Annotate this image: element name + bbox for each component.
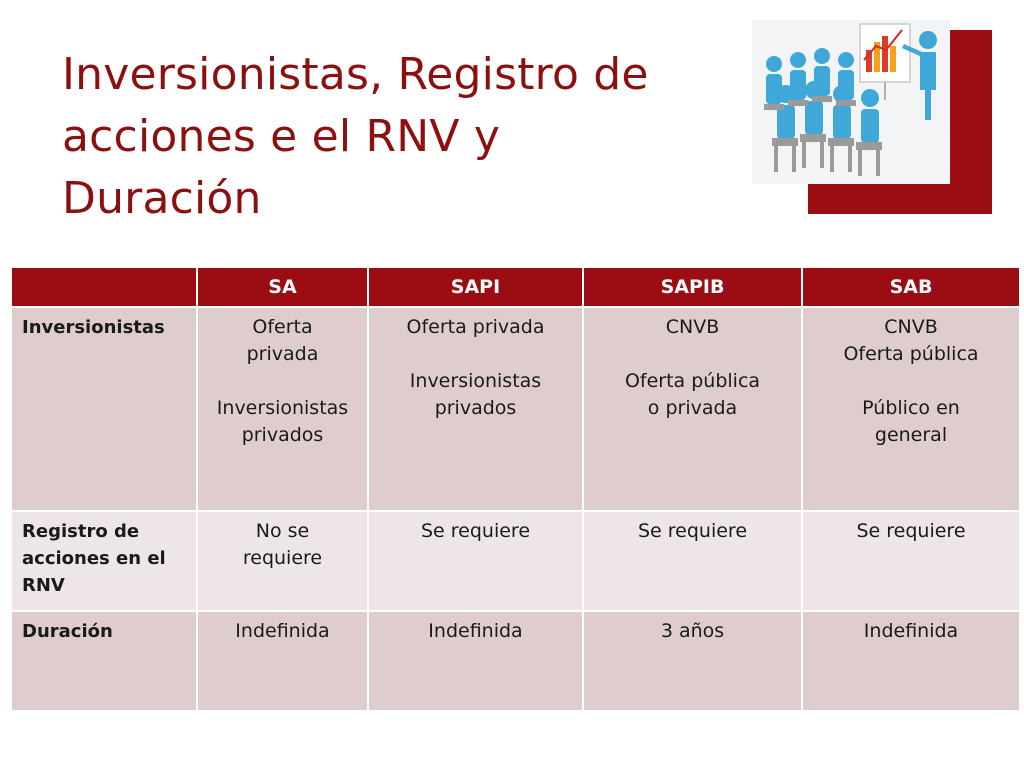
- row-label-line: RNV: [22, 575, 65, 596]
- title-line: Inversionistas, Registro de: [62, 49, 649, 100]
- cell-line: CNVB: [884, 316, 938, 338]
- cell-line: No se: [255, 520, 310, 542]
- table-row: [11, 307, 1020, 511]
- row-label-line: Duración: [22, 621, 113, 642]
- comparison-table: [10, 266, 1021, 712]
- cell-line: Se requiere: [637, 520, 748, 542]
- cell-sa-registro: [197, 511, 368, 611]
- title-line: acciones e el RNV y: [62, 111, 501, 162]
- cell-gap: [369, 341, 582, 368]
- row-label-line: acciones en el: [22, 548, 166, 569]
- cell-line: Indefinida: [235, 620, 330, 642]
- cell-line: 3 años: [660, 620, 725, 642]
- cell-sapib-duracion: [583, 611, 802, 711]
- header-cell-sapi: SAPI: [368, 267, 583, 307]
- table-row: [11, 511, 1020, 611]
- cell-line: Se requiere: [420, 520, 531, 542]
- cell-line: privados: [241, 424, 324, 446]
- row-label-line: Inversionistas: [22, 317, 165, 338]
- header-cell-sa: SA: [197, 267, 368, 307]
- cell-sapi-registro: [368, 511, 583, 611]
- cell-sab-inversionistas: [802, 307, 1020, 511]
- cell-gap: [584, 341, 801, 368]
- cell-sa-inversionistas: [197, 307, 368, 511]
- cell-line: privados: [434, 397, 517, 419]
- header-cell-sab: SAB: [802, 267, 1020, 307]
- cell-sapib-inversionistas: [583, 307, 802, 511]
- cell-sab-registro: [802, 511, 1020, 611]
- cell-line: general: [874, 424, 948, 446]
- cell-line: Indefinida: [428, 620, 523, 642]
- cell-sapib-registro: [583, 511, 802, 611]
- header-cell-empty: [11, 267, 197, 307]
- cell-gap: [198, 368, 367, 395]
- presentation-illustration: [752, 20, 950, 184]
- slide-title: [62, 44, 722, 230]
- row-label-registro: [11, 511, 197, 611]
- cell-line: privada: [246, 343, 319, 365]
- cell-line: requiere: [242, 547, 323, 569]
- title-line: Duración: [62, 173, 262, 224]
- cell-line: Público en: [862, 397, 960, 419]
- table-row: [11, 611, 1020, 711]
- cell-sapi-inversionistas: [368, 307, 583, 511]
- cell-line: Oferta: [252, 316, 313, 338]
- cell-line: Inversionistas: [409, 370, 542, 392]
- cell-line: Oferta privada: [406, 316, 545, 338]
- cell-line: Oferta pública: [843, 343, 979, 365]
- header-cell-sapib: SAPIB: [583, 267, 802, 307]
- cell-line: Inversionistas: [216, 397, 349, 419]
- row-label-inversionistas: [11, 307, 197, 511]
- cell-line: CNVB: [665, 316, 720, 338]
- cell-sab-duracion: [802, 611, 1020, 711]
- table-header-row: [11, 267, 1020, 307]
- cell-line: o privada: [647, 397, 738, 419]
- row-label-line: Registro de: [22, 521, 140, 542]
- cell-gap: [803, 368, 1019, 395]
- presentation-audience-icon: [752, 20, 950, 184]
- cell-sapi-duracion: [368, 611, 583, 711]
- cell-sa-duracion: [197, 611, 368, 711]
- cell-line: Oferta pública: [624, 370, 761, 392]
- cell-line: Se requiere: [856, 520, 966, 542]
- cell-line: Indefinida: [863, 620, 959, 642]
- row-label-duracion: [11, 611, 197, 711]
